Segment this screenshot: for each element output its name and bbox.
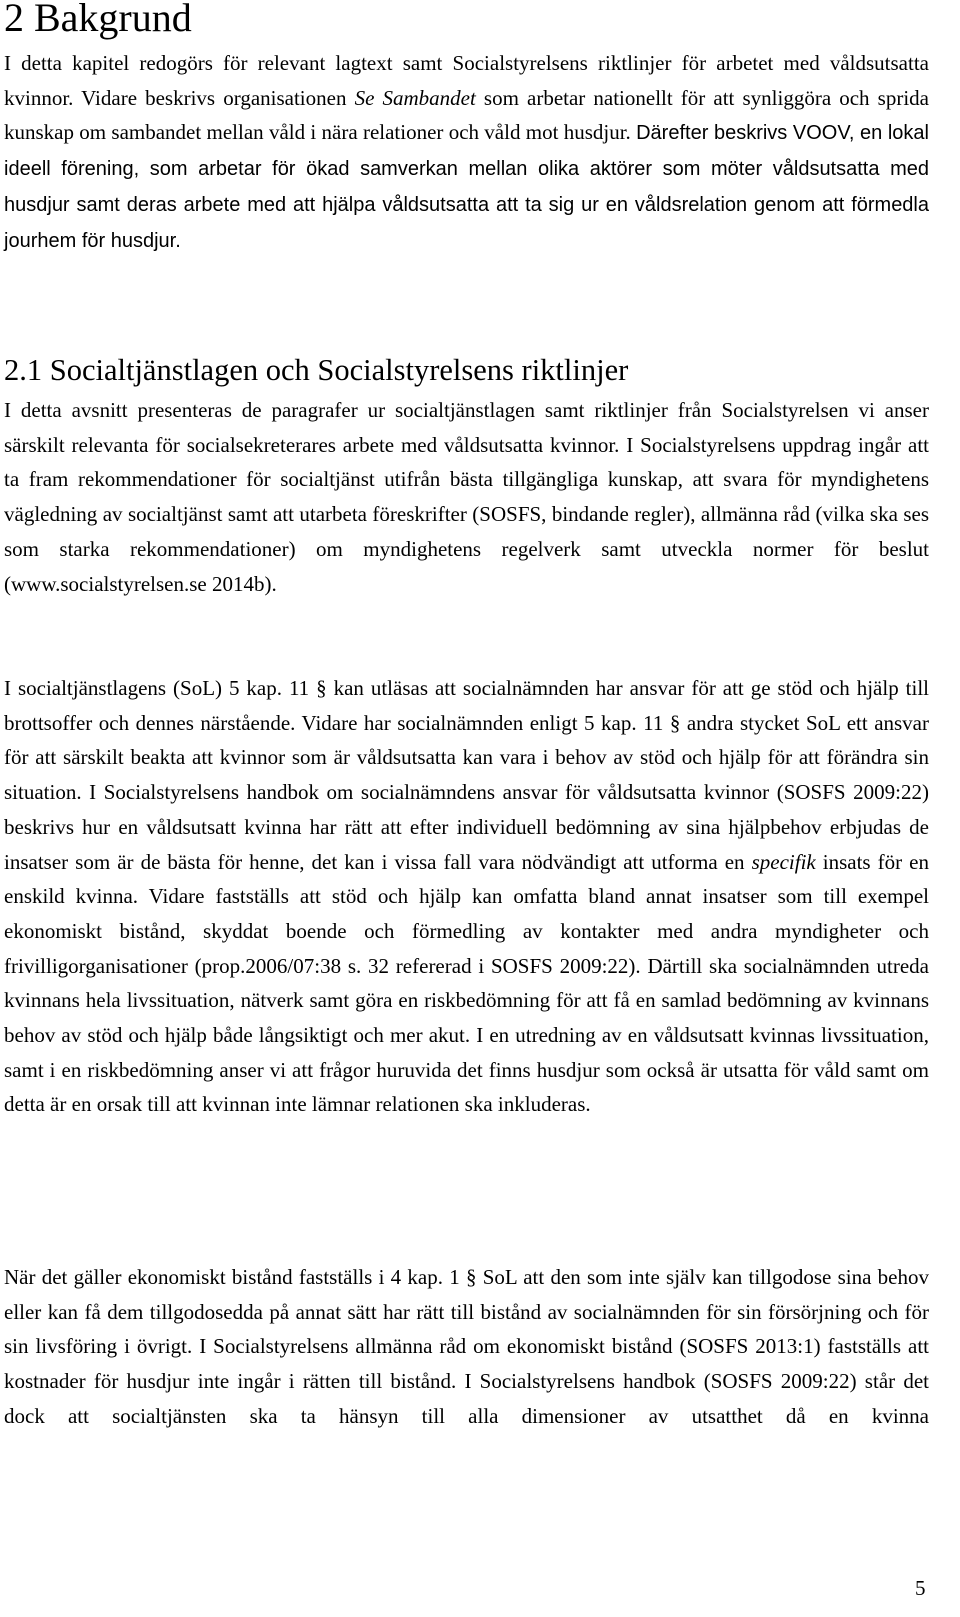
chapter-intro-paragraph xyxy=(4,46,929,258)
page-number: 5 xyxy=(915,1576,926,1600)
intro-text-3: Därefter beskrivs VOOV, en lokal ideell förening, som arbetar för ökad samverkan mellan olika aktörer som möter våldsutsatta med husdjur samt deras arbete med att hjälpa våldsutsatta att ta sig ur en våldsrelation genom att förmedla jourhem för husdjur. xyxy=(4,122,929,252)
intro-text-1: I detta kapitel redogörs för relevant lagtext samt Socialstyrelsens riktlinjer för arbetet med våldsutsatta kvinnor. Vidare beskrivs organisationen xyxy=(4,51,929,110)
section-paragraph-1: I detta avsnitt presenteras de paragrafer ur socialtjänstlagen samt riktlinjer från Socialstyrelsen vi anser särskilt relevanta för socialsekreterares arbete med våldsutsatta kvinnor. I Socialstyrelsens uppdrag ingår att ta fram rekommendationer för socialtjänst utifrån bästa tillgängliga kunskap, att svara för myndighetens vägledning av socialtjänst samt att utarbeta föreskrifter (SOSFS, bindande regler), allmänna råd (vilka ska ses som starka rekommendationer) om myndighetens regelverk samt utveckla normer för beslut (www.socialstyrelsen.se 2014b). xyxy=(4,398,929,596)
chapter-heading: 2 Bakgrund xyxy=(4,0,192,40)
section-heading: 2.1 Socialtjänstlagen och Socialstyrelsens riktlinjer xyxy=(4,353,629,387)
organisation-name: Se Sambandet xyxy=(354,85,476,110)
section-paragraph-2 xyxy=(4,671,929,1122)
paragraph-2-text-2: insats för en enskild kvinna. Vidare fastställs att stöd och hjälp kan omfatta bland annat insatser som till exempel ekonomiskt bistånd, skyddat boende och förmedling av kontakter med andra myndigheter och frivilligorganisationer (prop.2006/07:38 s. 32 refererad i SOSFS 2009:22). Därtill ska socialnämnden utreda kvinnans hela livssituation, nätverk samt göra en riskbedömning för att få en samlad bedömning av kvinnans behov av stöd och hjälp både långsiktigt och mer akut. I en utredning av en våldsutsatt kvinnas livssituation, samt i en riskbedömning anser vi att frågor huruvida det finns husdjur som också är utsatta för våld samt om detta är en orsak till att kvinnan inte lämnar relationen ska inkluderas. xyxy=(4,849,929,1117)
emphasis-word: specifik xyxy=(751,849,816,874)
intro-text-2: som arbetar nationellt för att synliggöra och sprida kunskap om sambandet mellan våld i nära relationer och våld mot husdjur. xyxy=(4,85,929,145)
paragraph-2-text-1: I socialtjänstlagens (SoL) 5 kap. 11 § kan utläsas att socialnämnden har ansvar för att ge stöd och hjälp till brottsoffer och dennes närstående. Vidare har socialnämnden enligt 5 kap. 11 § andra stycket SoL ett ansvar för att särskilt beakta att kvinnor som är våldsutsatta kan vara i behov av stöd och hjälp för att förändra sin situation. I Socialstyrelsens handbok om socialnämndens ansvar för våldsutsatta kvinnor (SOSFS 2009:22) beskrivs hur en våldsutsatt kvinna har rätt att efter individuell bedömning av sina hjälpbehov erbjudas de insatser som är de bästa för henne, det kan i vissa fall vara nödvändigt att utforma en xyxy=(4,676,929,874)
section-paragraph-3: När det gäller ekonomiskt bistånd fastställs i 4 kap. 1 § SoL att den som inte själv kan tillgodose sina behov eller kan få dem tillgodosedda på annat sätt har rätt till bistånd av socialnämnden för sin försörjning och för sin livsföring i övrigt. I Socialstyrelsens allmänna råd om ekonomiskt bistånd (SOSFS 2013:1) fastställs att kostnader för husdjur inte ingår i rätten till bistånd. I Socialstyrelsens handbok (SOSFS 2009:22) står det dock att socialtjänsten ska ta hänsyn till alla dimensioner av utsatthet då en kvinna xyxy=(4,1265,929,1428)
